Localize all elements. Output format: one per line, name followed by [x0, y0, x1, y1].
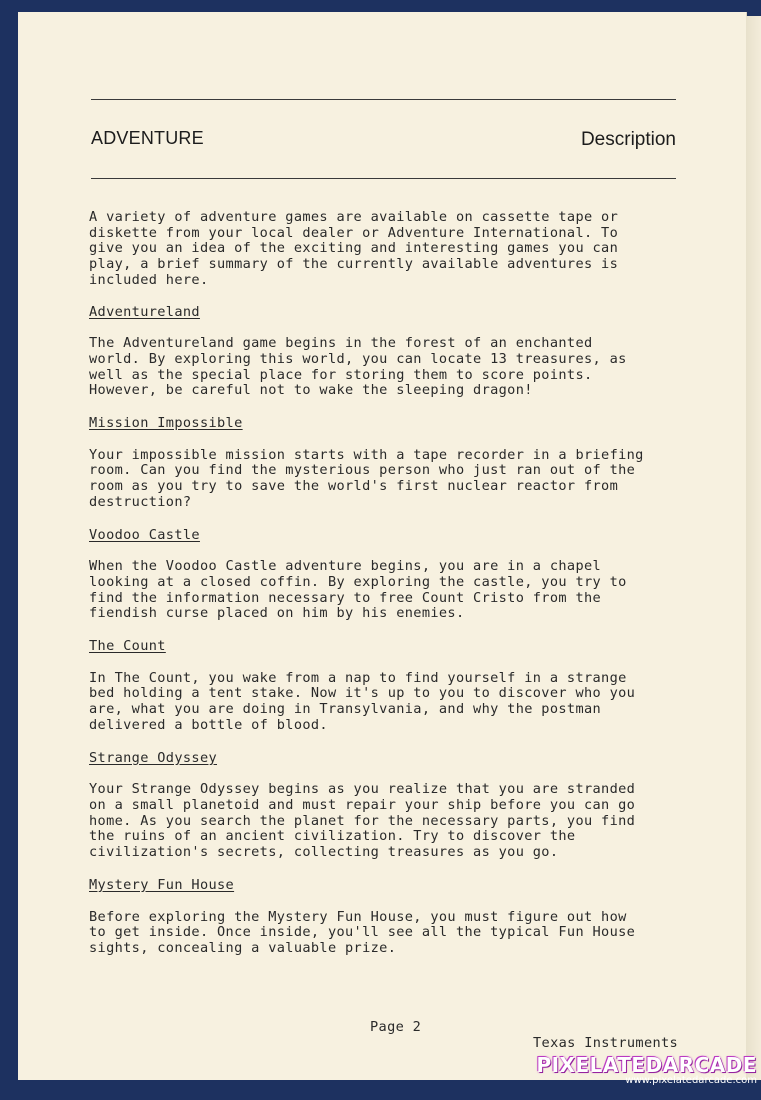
page-edge [746, 16, 761, 1080]
game-entry [89, 878, 699, 957]
game-title: The Count [89, 638, 166, 655]
game-title: Strange Odyssey [89, 749, 218, 766]
game-entry [89, 416, 699, 511]
game-description: Before exploring the Mystery Fun House, you must figure out how to get inside. Once inside, you'll see all the typical Fun House sights, concealing a valuable prize. [89, 908, 636, 956]
game-title: Mystery Fun House [89, 876, 235, 893]
page-body [89, 210, 699, 974]
header-rule [91, 178, 676, 179]
game-entry [89, 305, 699, 400]
watermark-url: www.pixelatedarcade.com [625, 1075, 757, 1086]
publisher-name: Texas Instruments [533, 1035, 679, 1051]
game-entry [89, 528, 699, 623]
page-category: Description [580, 129, 676, 150]
game-entry [89, 751, 699, 861]
game-description: When the Voodoo Castle adventure begins, you are in a chapel looking at a closed coffin. By exploring the castle, you try to find the information necessary to free Count Cristo from the fiendish curse placed on him by his enemies. [89, 558, 627, 622]
top-rule [91, 99, 676, 100]
intro-paragraph: A variety of adventure games are available on cassette tape or diskette from your local dealer or Adventure International. To give you an idea of the exciting and interesting games you can play, a brief summary of the currently available adventures is included here. [89, 209, 619, 288]
game-description: Your Strange Odyssey begins as you realize that you are stranded on a small planetoid and must repair your ship before you can go home. As you search the planet for the necessary parts, you find the ruins of an ancient civilization. Try to discover the civilization's secrets, collecting treasures as you go. [89, 781, 636, 861]
watermark-brand: PIXELATEDARCADE [536, 1053, 757, 1077]
game-title: Voodoo Castle [89, 526, 200, 543]
game-title: Adventureland [89, 303, 200, 320]
game-description: In The Count, you wake from a nap to find yourself in a strange bed holding a tent stake. Now it's up to you to discover who you are, what you are doing in Transylvania, and why the postman delivered a bottle of blood. [89, 669, 636, 733]
game-entry [89, 639, 699, 734]
site-watermark [536, 1053, 757, 1086]
game-description: The Adventureland game begins in the forest of an enchanted world. By exploring this world, you can locate 13 treasures, as well as the special place for storing them to score points. However, be careful not to wake the sleeping dragon! [89, 335, 627, 399]
page-number: Page 2 [370, 1019, 422, 1035]
game-description: Your impossible mission starts with a tape recorder in a briefing room. Can you find the mysterious person who just ran out of the room as you try to save the world's first nuclear reactor from destruction? [89, 446, 644, 510]
section-heading: ADVENTURE [91, 128, 204, 148]
game-title: Mission Impossible [89, 415, 243, 432]
